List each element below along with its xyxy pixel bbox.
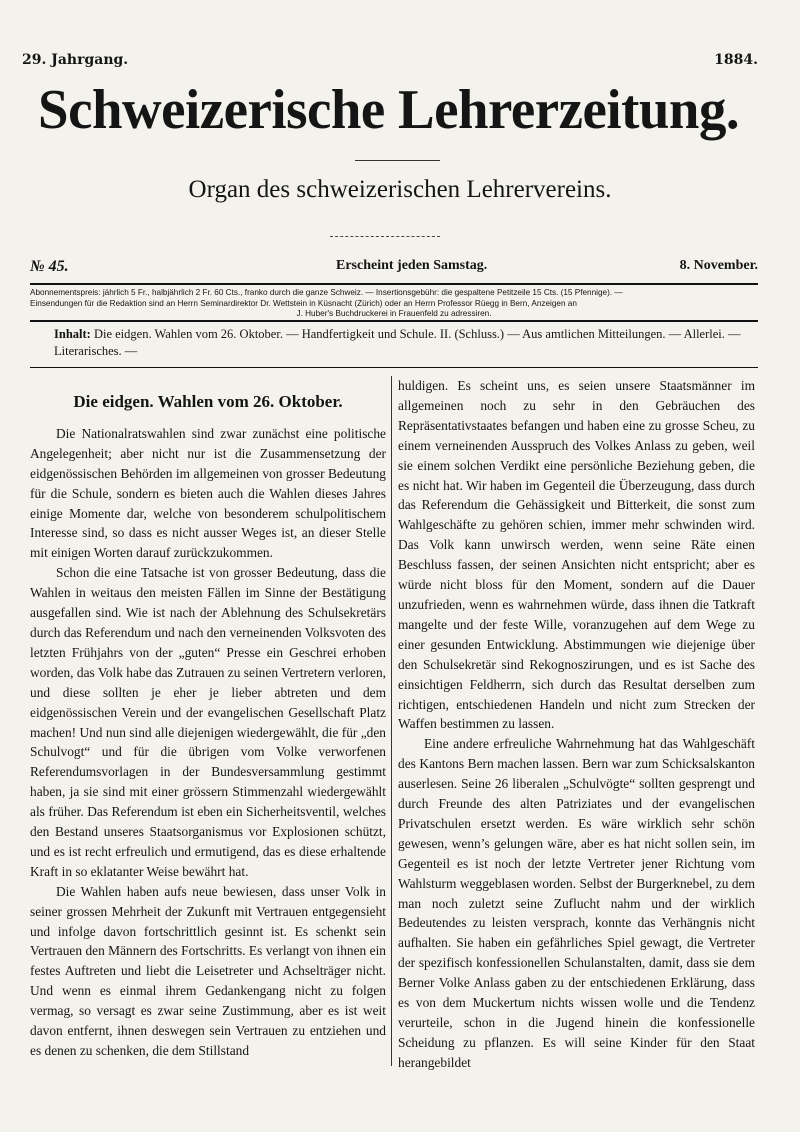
- volume-label: 29. Jahrgang.: [22, 52, 129, 68]
- year-label: 1884.: [714, 52, 758, 68]
- subtitle: Organ des schweizerischen Lehrervereins.: [188, 176, 612, 203]
- paragraph: Eine andere erfreuliche Wahrnehmung hat das Wahlgeschäft des Kantons Bern machen lassen. Bern war zum Schicksalskanton auserlesen. Seine 26 liberalen „Schulvögte“ sollten gesprengt und durch Freunde des alten Patriziates und der evangelischen Privatschulen ersetzt werden. Es wäre wirklich sehr schön gewesen, wenn’s gelungen wäre, aber es hat nicht sollen sein, im Gegenteil es ist noch der letzte Vertreter jener Richtung vom Wahlsturm weggeblasen worden. Selbst der Burgerknebel, zu dem man noch zuletzt seine Zuflucht nahm und der wirklich Bedeutendes zu leisten versprach, konnte das Verhängnis nicht aufhalten. Sie haben ein gefährliches Spiel gewagt, die Vertreter der spezifisch konfessionellen Schulanstalten, damit, dass sie dem Berner Volke Anlass gaben zu der entschiedenen Erklärung, dass es von dem Muckertum nichts wissen wolle und die Tendenz verurteile, schon in die Jugend hinein die konfessionelle Scheidung zu pflanzen. Es will seine Kinder für den Staat herangebildet: [398, 736, 755, 1070]
- paragraph: Die Nationalratswahlen sind zwar zunächst eine politische Angelegenheit; aber nicht nur ist die Zusammensetzung der eidgenössischen Behörden im allgemeinen von grosser Bedeutung für die Schule, sondern es bieten auch die Wahlen dieses Jahres einige Momente dar, welche von besonderem schulpolitischem Interesse sind, so dass es nicht ausser Weges ist, an dieser Stelle mit einigen Worten darauf zurückzukommen.: [30, 425, 386, 561]
- top-line: [22, 52, 758, 72]
- contents-label: Inhalt:: [54, 327, 91, 341]
- issue-number: № 45.: [30, 258, 69, 275]
- right-column: [398, 376, 755, 1122]
- left-column: [30, 376, 386, 1122]
- table-of-contents: [54, 326, 758, 360]
- header-rule-top: [30, 283, 758, 285]
- contents-rule: [30, 367, 758, 368]
- contents-text: Die eidgen. Wahlen vom 26. Oktober. — Handfertigkeit und Schule. II. (Schluss.) — Aus amtlichen Mitteilungen. — Allerlei. — Literarisches. —: [54, 327, 741, 358]
- subscription-line: Abonnementspreis: jährlich 5 Fr., halbjährlich 2 Fr. 60 Cts., franko durch die ganze Schweiz. — Insertionsgebühr: die gespaltene Petitzeile 15 Cts. (15 Pfennige). —: [30, 288, 623, 297]
- paragraph: Die Wahlen haben aufs neue bewiesen, dass unser Volk in seiner grossen Mehrheit der Zukunft mit Vertrauen entgegensieht und infolge davon fortschrittlich gesinnt ist. Es schenkt sein Vertrauen den Männern des Fortschritts. Es verlangt von ihnen ein festes Auftreten und liebt die Leisetreter und Achselträger nicht. Und wenn es einmal ihrem Gedankengang nicht zu folgen vermag, so versagt es zwar seine Zustimmung, aber es ist weit davon entfernt, ihnen deswegen sein Vertrauen zu entziehen und es denen zu schenken, die dem Stillstand: [30, 883, 386, 1058]
- masthead-rule: [355, 160, 440, 161]
- column-divider: [391, 376, 392, 1066]
- issue-date: 8. November.: [679, 258, 758, 273]
- paragraph: huldigen. Es scheint uns, es seien unsere Staatsmänner im allgemeinen noch zu sehr in den Gebräuchen des Repräsentativstaates befangen und haben eine zu grosse Scheu, zu einem verneinenden Ausspruch des Volkes Anlass zu geben, weil sie einem solchen Verdikt eine persönliche Beziehung geben, die es nicht hat. Wir haben im Gegenteil die Überzeugung, dass durch das Referendum die Gehässigkeit und Bitterkeit, die sonst zum Wahlgeschäfte zu gehören schien, immer mehr schwinden wird. Das Volk kann unwirsch werden, wenn seine Räte einen Beschluss fassen, der seinen Ansichten nicht entspricht; aber es würde nicht bloss für den Moment, sondern auf die Dauer unzufrieden, wenn es wahrnehmen würde, dass ihnen die Tatkraft mangelte und der feste Wille, voranzugehen auf dem Wege zu einer gesunden Entwicklung. Abstimmungen wie diejenige über den Schulsekretär sind Rekognoszirungen, und es ist Sache des einsichtigen Feldherrn, sich durch das Resultat derselben zum richtigen, entschiedenen Handeln und nicht zum Strecken der Waffen bestimmen zu lassen.: [398, 378, 755, 732]
- printer-line: J. Huber's Buchdruckerei in Frauenfeld zu adressiren.: [296, 309, 492, 318]
- publication-frequency: Erscheint jeden Samstag.: [336, 258, 488, 273]
- subscription-info: [30, 288, 758, 320]
- article-title: Die eidgen. Wahlen vom 26. Oktober.: [73, 392, 343, 411]
- header-rule-bottom: [30, 320, 758, 322]
- masthead-title: Schweizerische Lehrerzeitung.: [38, 79, 740, 141]
- issue-row: [30, 258, 758, 278]
- submission-line: Einsendungen für die Redaktion sind an Herrn Seminardirektor Dr. Wettstein in Küsnacht (Zürich) oder an Herrn Professor Rüegg in Bern, Anzeigen an: [30, 298, 577, 308]
- paragraph: Schon die eine Tatsache ist von grosser Bedeutung, dass die Wahlen in weitaus den meisten Fällen im Sinne der Bestätigung ausgefallen sind. Wie ist nach der Ablehnung des Schulsekretärs durch das Referendum und nach den verneinenden Volksvoten des letzten Frühjahrs von der „guten“ Presse ein Geschrei erhoben worden, das Volk habe das Zutrauen zu seinen Vertretern verloren, und diese sollten je eher je lieber abtreten und dem eidgenössischen Verein und der evangelischen Gesellschaft Platz machen! Und nun sind alle diejenigen wiedergewählt, die für „den Schulvogt“ und für die übrigen vom Volke verworfenen Referendumsvorlagen in der Bundesversammlung gestimmt haben, ja sie sind mit einer grössern Stimmenzahl wiedergewählt als früher. Das Referendum ist eben ein Sicherheitsventil, welches den Bestand unseres Staatsorganismus vor Explosionen schützt, und es ist recht erfreulich und ermutigend, das es diese erhaltende Kraft in so eklatanter Weise bewährt hat.: [30, 565, 386, 879]
- decorative-rule: [330, 236, 440, 237]
